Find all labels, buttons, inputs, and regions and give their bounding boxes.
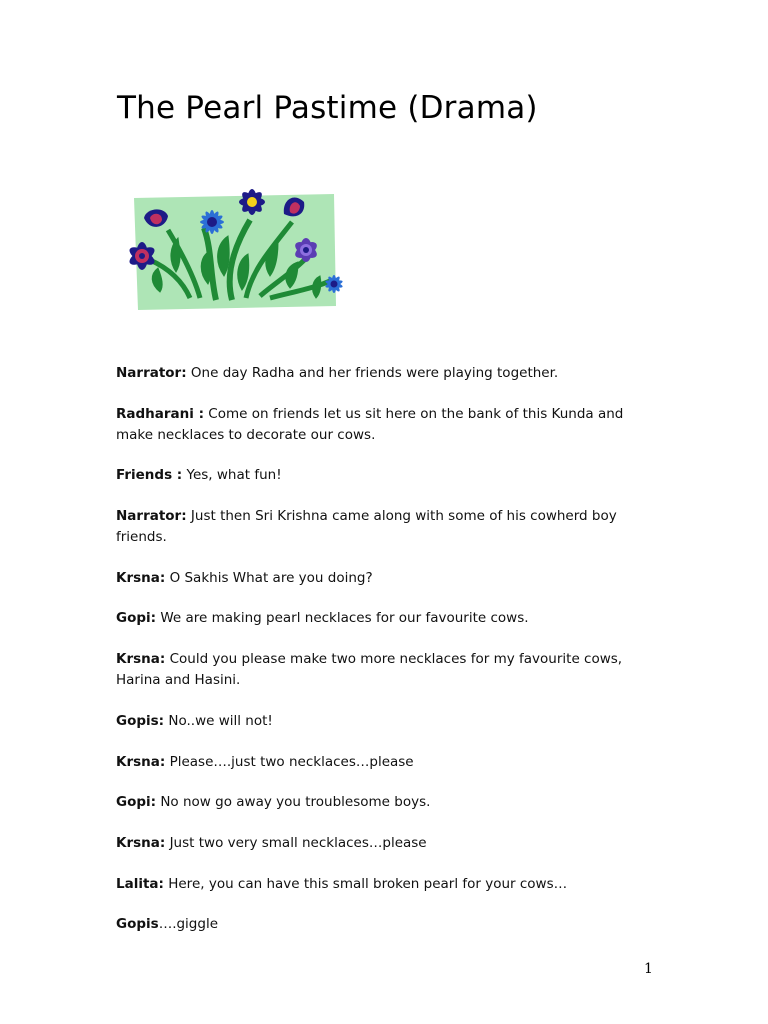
dialogue-line [116, 363, 661, 384]
line-text: Yes, what fun! [182, 467, 282, 484]
speaker-name: Krsna: [116, 651, 166, 668]
line-text: No..we will not! [164, 712, 273, 729]
speaker-name: Friends : [116, 467, 183, 484]
line-text: One day Radha and her friends were playing together. [186, 365, 559, 381]
dialogue-line [116, 833, 661, 854]
speaker-name: Gopi: [116, 794, 157, 811]
flowers-illustration [120, 180, 360, 315]
line-text: Could you please make two more necklaces for my favourite cows, Harina and Hasini. [116, 651, 623, 689]
line-text: ….giggle [158, 916, 218, 933]
page-title: The Pearl Pastime (Drama) [117, 90, 538, 126]
dialogue-line [116, 649, 661, 691]
speaker-name: Gopis: [116, 712, 165, 729]
line-text: Here, you can have this small broken pearl for your cows… [163, 875, 568, 892]
line-text: Please….just two necklaces…please [165, 753, 414, 770]
dialogue-line [116, 914, 661, 935]
dialogue-line [116, 792, 661, 813]
speaker-name: Narrator: [116, 508, 187, 525]
page-number: 1 [644, 961, 653, 977]
speaker-name: Narrator: [116, 365, 187, 381]
dialogue-line [116, 874, 661, 895]
line-text: We are making pearl necklaces for our favourite cows. [156, 610, 529, 627]
flower-top-center [239, 189, 265, 215]
speaker-name: Lalita: [116, 875, 164, 892]
dialogue-line [116, 404, 661, 446]
dialogue-line [116, 568, 661, 589]
line-text: Come on friends let us sit here on the bank of this Kunda and make necklaces to decorate our cows. [116, 405, 624, 443]
dialogue-line [116, 465, 661, 486]
line-text: Just two very small necklaces…please [165, 834, 427, 851]
line-text: Just then Sri Krishna came along with some of his cowherd boy friends. [116, 508, 617, 546]
speaker-name: Krsna: [116, 834, 166, 851]
speaker-name: Gopi: [116, 610, 157, 627]
flowers-clipart [120, 180, 360, 315]
dialogue-line [116, 752, 661, 773]
speaker-name: Radharani : [116, 405, 204, 422]
dialogue-line [116, 608, 661, 629]
line-text: O Sakhis What are you doing? [165, 569, 373, 586]
speaker-name: Krsna: [116, 569, 166, 586]
speaker-name: Gopis [116, 916, 159, 933]
dialogue-line [116, 506, 661, 548]
drama-dialogue [116, 363, 661, 955]
dialogue-line [116, 711, 661, 732]
speaker-name: Krsna: [116, 753, 166, 770]
line-text: No now go away you troublesome boys. [156, 794, 431, 811]
